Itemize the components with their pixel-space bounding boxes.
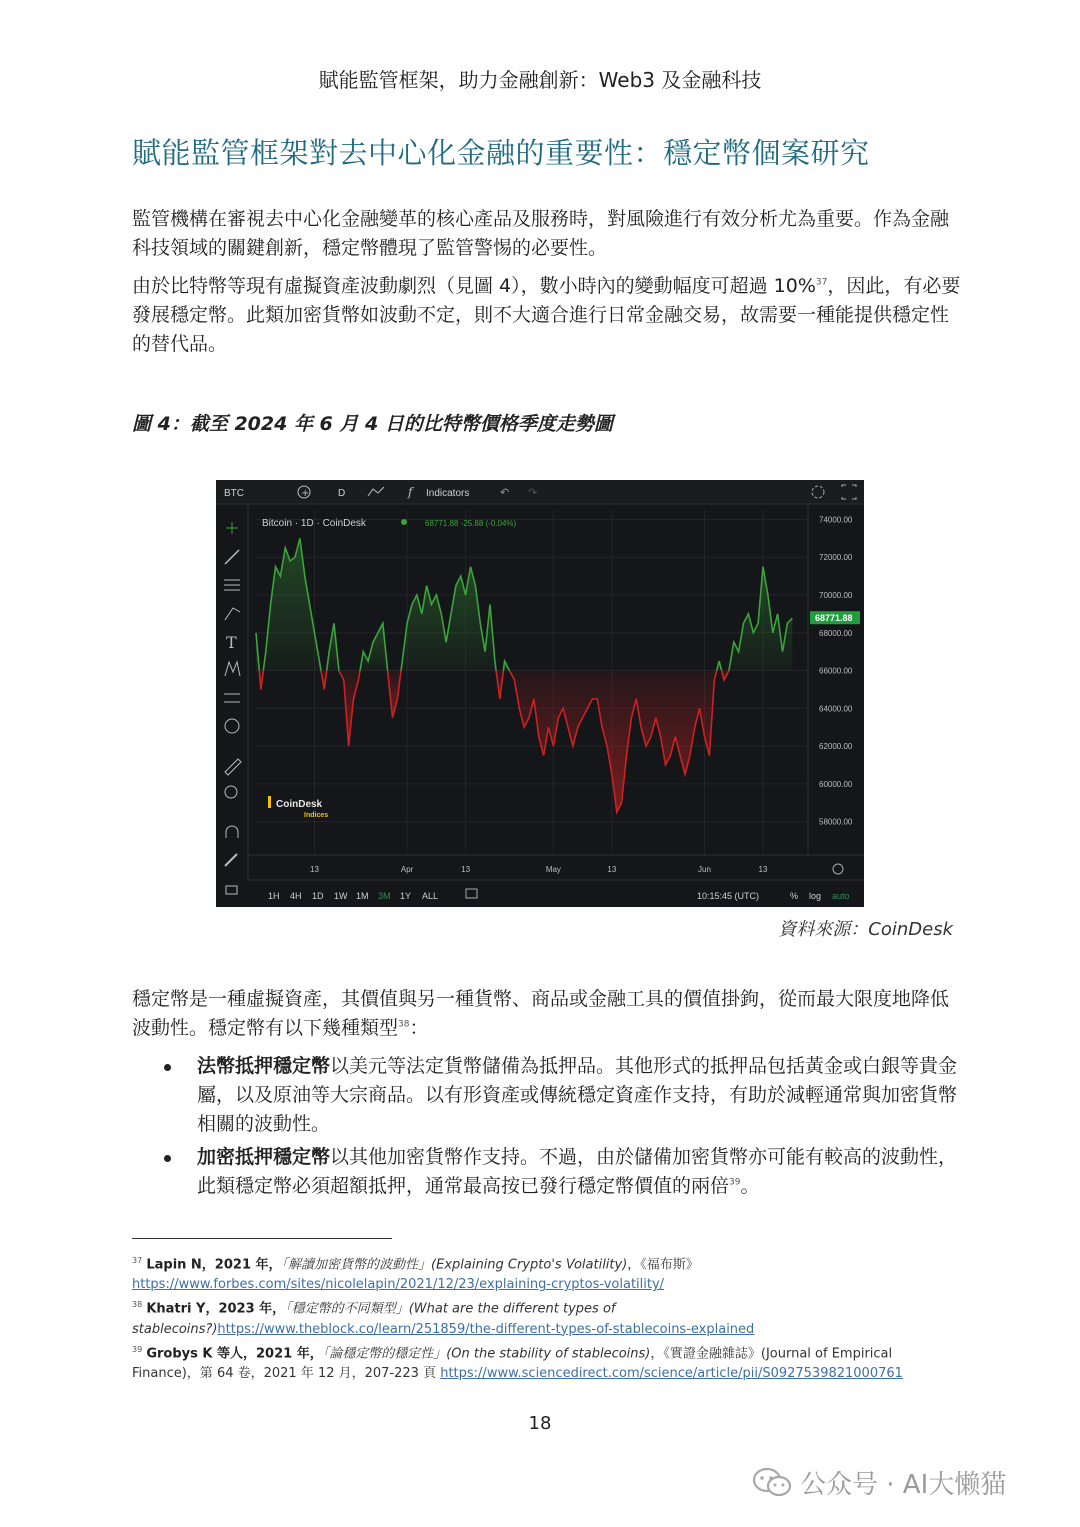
y-tick-label: 72000.00	[819, 553, 853, 563]
lock-icon[interactable]	[226, 886, 237, 894]
footnote-title-zh: 「穩定幣的不同類型」	[285, 1301, 409, 1317]
last-price-tag	[810, 611, 860, 624]
list-item-term: 加密抵押穩定幣	[197, 1146, 331, 1168]
add-symbol-plus: +	[301, 488, 310, 499]
paragraph-stablecoin	[132, 985, 962, 1043]
price-axis	[819, 515, 853, 826]
watermark	[752, 1460, 1006, 1504]
y-tick-label: 62000.00	[819, 742, 853, 752]
time-label: 10:15:45 (UTC)	[697, 891, 760, 901]
y-tick-label: 58000.00	[819, 817, 853, 827]
area-segment-up	[729, 567, 792, 671]
footnote-ref-37[interactable]: 37	[815, 277, 828, 288]
x-tick-label: 13	[607, 865, 617, 874]
area-segment-up	[263, 538, 321, 670]
footnote-publication: ，《實證金融雜誌》(Journal of Empirical Finance)，第 64 卷，2021 年 12 月，207-223 頁	[132, 1345, 893, 1381]
footnote-number: 39	[132, 1344, 143, 1354]
y-tick-label: 60000.00	[819, 779, 853, 789]
paragraph-intro: 監管機構在審視去中心化金融變革的核心產品及服務時，對風險進行有效分析尤為重要。作為金融科技領域的關鍵創新，穩定幣體現了監管警惕的必要性。	[132, 208, 950, 259]
y-tick-label: 70000.00	[819, 591, 853, 600]
y-tick-label: 74000.00	[819, 515, 853, 525]
chart-title: Bitcoin · 1D · CoinDesk	[262, 518, 366, 529]
x-tick-label: Apr	[400, 865, 414, 874]
trendline-tool-icon[interactable]	[225, 550, 239, 564]
footnote-link[interactable]: https://www.sciencedirect.com/science/article/pii/S0927539821000761	[440, 1365, 903, 1381]
list-item-fiat	[160, 1052, 960, 1139]
pencil-lock-icon[interactable]	[225, 854, 237, 866]
paragraph-stablecoin-text-b: ：	[409, 1017, 429, 1039]
legend-value: 68771.88 -25.88 (-0.04%)	[425, 519, 517, 528]
x-tick-label: Jun	[698, 865, 711, 874]
footnote-title-zh: 「論穩定幣的穩定性」	[322, 1345, 447, 1361]
y-tick-label: 64000.00	[819, 704, 853, 714]
range-button-1m[interactable]: 1M	[356, 891, 369, 901]
undo-icon[interactable]: ↶	[500, 486, 510, 499]
brand-name: CoinDesk	[276, 799, 323, 810]
range-button-4h[interactable]: 4H	[290, 891, 302, 901]
footnote-ref-39[interactable]: 39	[729, 1177, 741, 1188]
axis-settings-icon[interactable]	[833, 864, 843, 874]
range-button-1w[interactable]: 1W	[334, 891, 348, 901]
drawing-toolbar	[224, 504, 248, 894]
ruler-tool-icon[interactable]	[225, 759, 241, 775]
stablecoin-types-list	[160, 1052, 960, 1205]
scale-auto[interactable]: auto	[832, 891, 850, 901]
fib-tool-icon[interactable]	[224, 580, 240, 590]
list-item-text: 以其他加密貨幣作支持。不過，由於儲備加密貨幣亦可能有較高的波動性，此類穩定幣必須超額抵押，通常最高按已發行穩定幣價值的兩倍	[197, 1146, 958, 1197]
footnote-title-en: (On the stability of stablecoins)	[446, 1345, 651, 1361]
wechat-icon	[752, 1466, 792, 1498]
area-segment-up	[401, 567, 496, 671]
symbol-label[interactable]: BTC	[224, 488, 244, 499]
footnote-ref-38[interactable]: 38	[398, 1019, 410, 1030]
footnote-author: Grobys K 等人，2021 年，	[146, 1345, 323, 1361]
footnote-38	[132, 1295, 932, 1339]
footnote-link[interactable]: https://www.theblock.co/learn/251859/the-different-types-of-stablecoins-explained	[217, 1321, 755, 1337]
list-item-crypto	[160, 1143, 960, 1201]
magnet-icon[interactable]	[226, 826, 238, 838]
watermark-text: 公众号 · AI大懒猫	[800, 1469, 1007, 1500]
figure-source: 資料來源：CoinDesk	[778, 919, 953, 940]
list-item-tail: 。	[740, 1175, 760, 1197]
figure-caption: 圖 4：截至 2024 年 6 月 4 日的比特幣價格季度走勢圖	[132, 413, 613, 435]
coindesk-logo-icon	[268, 796, 271, 808]
footnotes	[132, 1251, 932, 1384]
section-title: 賦能監管框架對去中心化金融的重要性：穩定幣個案研究	[132, 136, 870, 170]
footnote-number: 38	[132, 1300, 143, 1310]
x-tick-label: May	[545, 865, 561, 874]
footnote-link[interactable]: https://www.forbes.com/sites/nicolelapin/2021/12/23/explaining-cryptos-volatility/	[132, 1277, 665, 1293]
brand-sub: Indices	[304, 812, 329, 819]
footnote-number: 37	[132, 1256, 143, 1265]
chart-toolbar	[216, 480, 864, 504]
footnote-divider	[132, 1238, 392, 1239]
footnote-publication: ，《福布斯》	[627, 1257, 699, 1273]
paragraph-stablecoin-text-a: 穩定幣是一種虛擬資產，其價值與另一種貨幣、商品或金融工具的價值掛鉤，從而最大限度地降低波動性。穩定幣有以下幾種類型	[132, 988, 950, 1039]
page-number: 18	[528, 1413, 552, 1434]
page-header: 賦能監管框架，助力金融創新：Web3 及金融科技	[318, 68, 762, 92]
footnote-author: Lapin N，2021 年，	[146, 1257, 282, 1273]
range-button-1d[interactable]: 1D	[312, 891, 324, 901]
footnote-author: Khatri Y，2023 年，	[146, 1301, 286, 1317]
measure-lines-icon[interactable]	[224, 694, 240, 702]
scale-log[interactable]: log	[809, 891, 822, 901]
redo-icon[interactable]: ↷	[528, 486, 538, 499]
emoji-tool-icon[interactable]	[225, 719, 239, 733]
x-tick-label: 13	[758, 865, 768, 874]
text-tool-icon[interactable]: T	[226, 633, 237, 652]
time-axis	[310, 865, 768, 874]
bullet-dot	[164, 1064, 171, 1071]
x-tick-label: 13	[461, 865, 471, 874]
range-button-all[interactable]: ALL	[422, 891, 439, 901]
last-price-label: 68771.88	[815, 613, 853, 624]
range-button-1y[interactable]: 1Y	[400, 891, 412, 901]
footnote-39	[132, 1340, 932, 1384]
fx-icon: f	[408, 485, 413, 499]
paragraph-volatility-text-a: 由於比特幣等現有虛擬資產波動劇烈（見圖 4），數小時內的變動幅度可超過 10%	[132, 275, 816, 297]
bullet-dot	[164, 1155, 171, 1162]
x-tick-label: 13	[310, 865, 319, 874]
live-dot-icon	[401, 519, 407, 525]
list-item-text: 以美元等法定貨幣儲備為抵押品。其他形式的抵押品包括黃金或白銀等貴金屬，以及原油等大宗商品。以有形資產或傳統穩定資產作支持，有助於減輕通常與加密貨幣相關的波動性。	[197, 1055, 958, 1135]
footnote-title-zh: 「解讀加密貨幣的波動性」	[281, 1257, 432, 1273]
paragraph-volatility-text-b: ，因此，有必要發展穩定幣。此類加密貨幣如波動不定，則不大適合進行日常金融交易，故需要一種能提供穩定性的替代品。	[132, 275, 961, 355]
range-button-3m[interactable]: 3M	[378, 891, 391, 901]
indicators-button[interactable]: Indicators	[426, 488, 470, 499]
scale-percent[interactable]: %	[790, 891, 799, 901]
date-range-icon[interactable]	[466, 889, 477, 898]
list-item-term: 法幣抵押穩定幣	[197, 1055, 331, 1077]
footnote-37	[132, 1251, 932, 1295]
paragraph-volatility	[132, 272, 962, 359]
zoom-in-icon[interactable]	[225, 786, 237, 798]
y-tick-label: 68000.00	[819, 628, 853, 638]
footnote-title-en: (Explaining Crypto's Volatility)	[431, 1257, 628, 1273]
range-button-1h[interactable]: 1H	[268, 891, 280, 901]
interval-button[interactable]: D	[338, 488, 346, 499]
brush-tool-icon[interactable]	[225, 608, 240, 620]
crosshair-tool-icon[interactable]	[226, 522, 238, 534]
btc-chart-svg	[216, 480, 864, 907]
price-area	[256, 538, 792, 812]
range-buttons	[268, 891, 438, 901]
pattern-tool-icon[interactable]	[225, 662, 240, 676]
btc-chart	[216, 480, 864, 907]
footnote-title-en: (What are the different types of stablecoins?)	[132, 1301, 616, 1337]
y-tick-label: 66000.00	[819, 666, 853, 676]
